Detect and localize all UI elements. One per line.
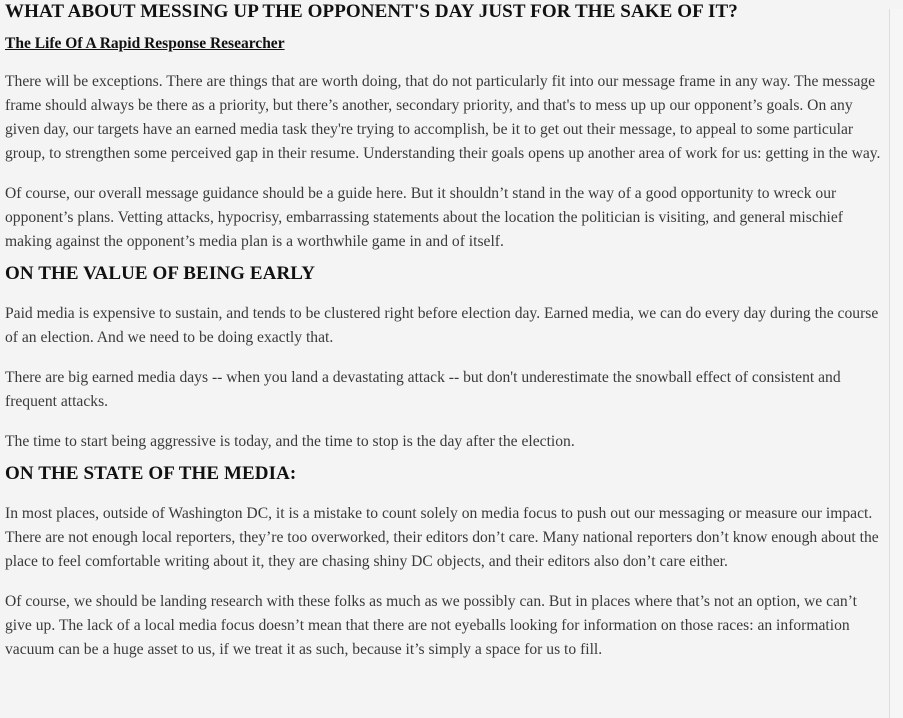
section-heading-state-of-media: ON THE STATE OF THE MEDIA:: [5, 463, 297, 484]
body-paragraph: Paid media is expensive to sustain, and tends to be clustered right before election day. Earned media, we can do every day during the course of an election. And we need to be doing exactly that.: [5, 305, 879, 346]
section-heading-messing-up: WHAT ABOUT MESSING UP THE OPPONENT'S DAY JUST FOR THE SAKE OF IT?: [5, 1, 738, 22]
section-heading-being-early: ON THE VALUE OF BEING EARLY: [5, 263, 316, 284]
body-paragraph: The time to start being aggressive is today, and the time to stop is the day after the election.: [5, 433, 575, 450]
body-paragraph: Of course, our overall message guidance should be a guide here. But it shouldn’t stand in the way of a good opportunity to wreck our opponent’s plans. Vetting attacks, hypocrisy, embarrassing statements about the location the politician is visiting, and general mischief making against the opponent’s media plan is a worthwhile game in and of itself.: [5, 185, 843, 250]
article-subtitle-link[interactable]: The Life Of A Rapid Response Researcher: [5, 35, 285, 52]
body-paragraph: Of course, we should be landing research with these folks as much as we possibly can. But in places where that’s not an option, we can’t give up. The lack of a local media focus doesn’t mean that there are not eyeballs looking for information on those races: an information vacuum can be a huge asset to us, if we treat it as such, because it’s simply a space for us to fill.: [5, 593, 857, 658]
body-paragraph: There will be exceptions. There are things that are worth doing, that do not particularly fit into our message frame in any way. The message frame should always be there as a priority, but there’s another, secondary priority, and that's to mess up up our opponent’s goals. On any given day, our targets have an earned media task they're trying to accomplish, be it to get out their message, to appeal to some particular group, to strengthen some perceived gap in their resume. Understanding their goals opens up another area of work for us: getting in the way.: [5, 73, 881, 162]
article-content: [5, 0, 885, 662]
scrollbar-track[interactable]: [889, 9, 903, 718]
body-paragraph: There are big earned media days -- when you land a devastating attack -- but don't underestimate the snowball effect of consistent and frequent attacks.: [5, 369, 841, 410]
body-paragraph: In most places, outside of Washington DC, it is a mistake to count solely on media focus to push out our messaging or measure our impact. There are not enough local reporters, they’re too overworked, their editors don’t care. Many national reporters don’t know enough about the place to feel comfortable writing about it, they are chasing shiny DC objects, and their editors also don’t care either.: [5, 505, 879, 570]
